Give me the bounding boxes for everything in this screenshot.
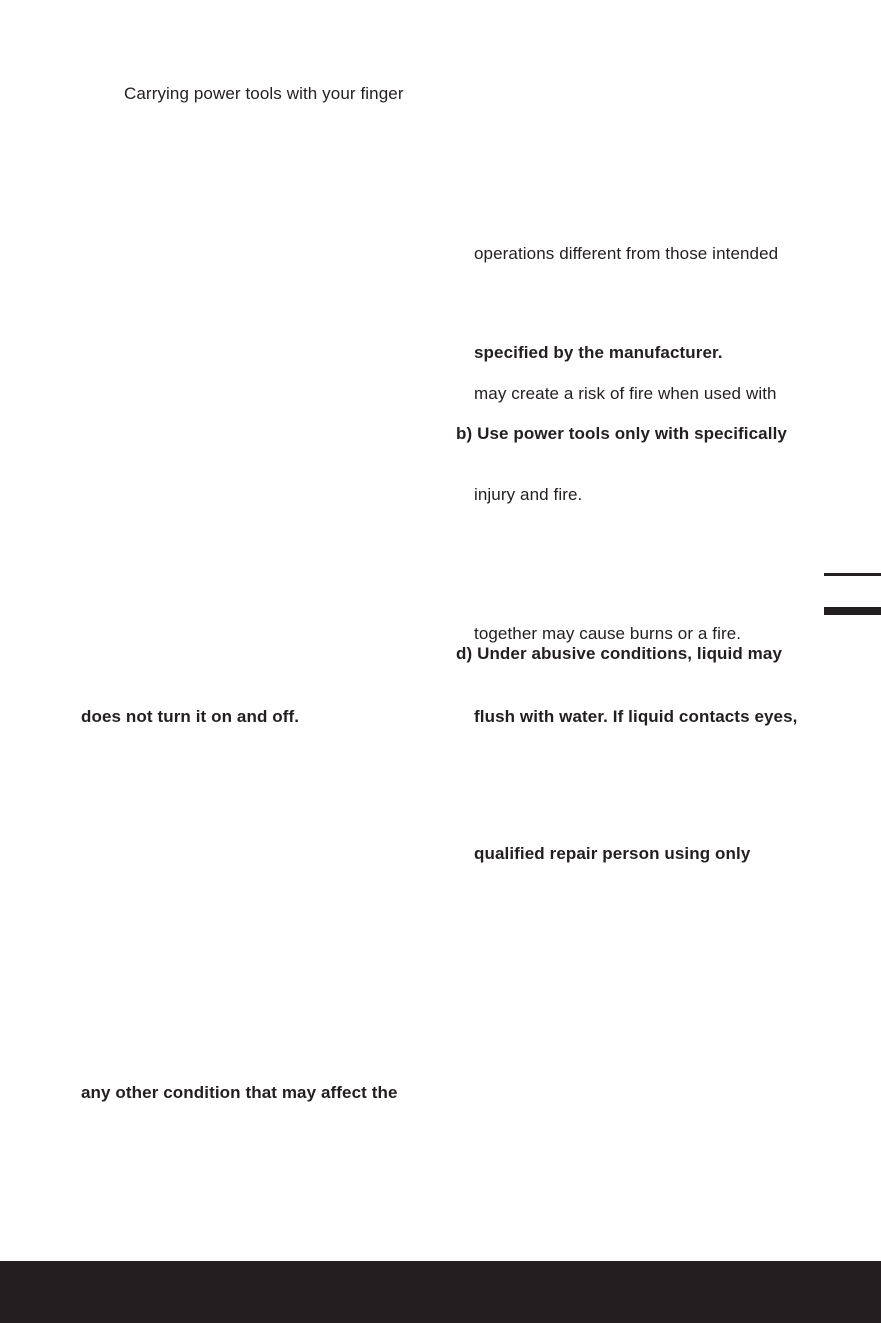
text-line-switch: does not turn it on and off. [81,707,300,726]
text-line-use-power-tools: b) Use power tools only with specifically [456,424,787,443]
section-tab-thin-mark [824,573,881,576]
text-line-carrying-tools: Carrying power tools with your finger [124,84,404,103]
text-line-burns-fire: together may cause burns or a fire. [474,624,742,643]
text-line-operations: operations different from those intended [474,244,779,263]
text-line-specified-manufacturer: specified by the manufacturer. [474,343,723,362]
text-line-other-condition: any other condition that may affect the [81,1083,398,1102]
text-line-abusive-conditions: d) Under abusive conditions, liquid may [456,644,782,663]
footer-band [0,1261,881,1323]
text-line-risk-of-fire: may create a risk of fire when used with [474,384,777,403]
text-line-qualified-repair: qualified repair person using only [474,844,751,863]
text-line-flush-water: flush with water. If liquid contacts eyes, [474,707,798,726]
section-tab-thick-mark [824,607,881,615]
text-line-injury-fire: injury and fire. [474,485,583,504]
